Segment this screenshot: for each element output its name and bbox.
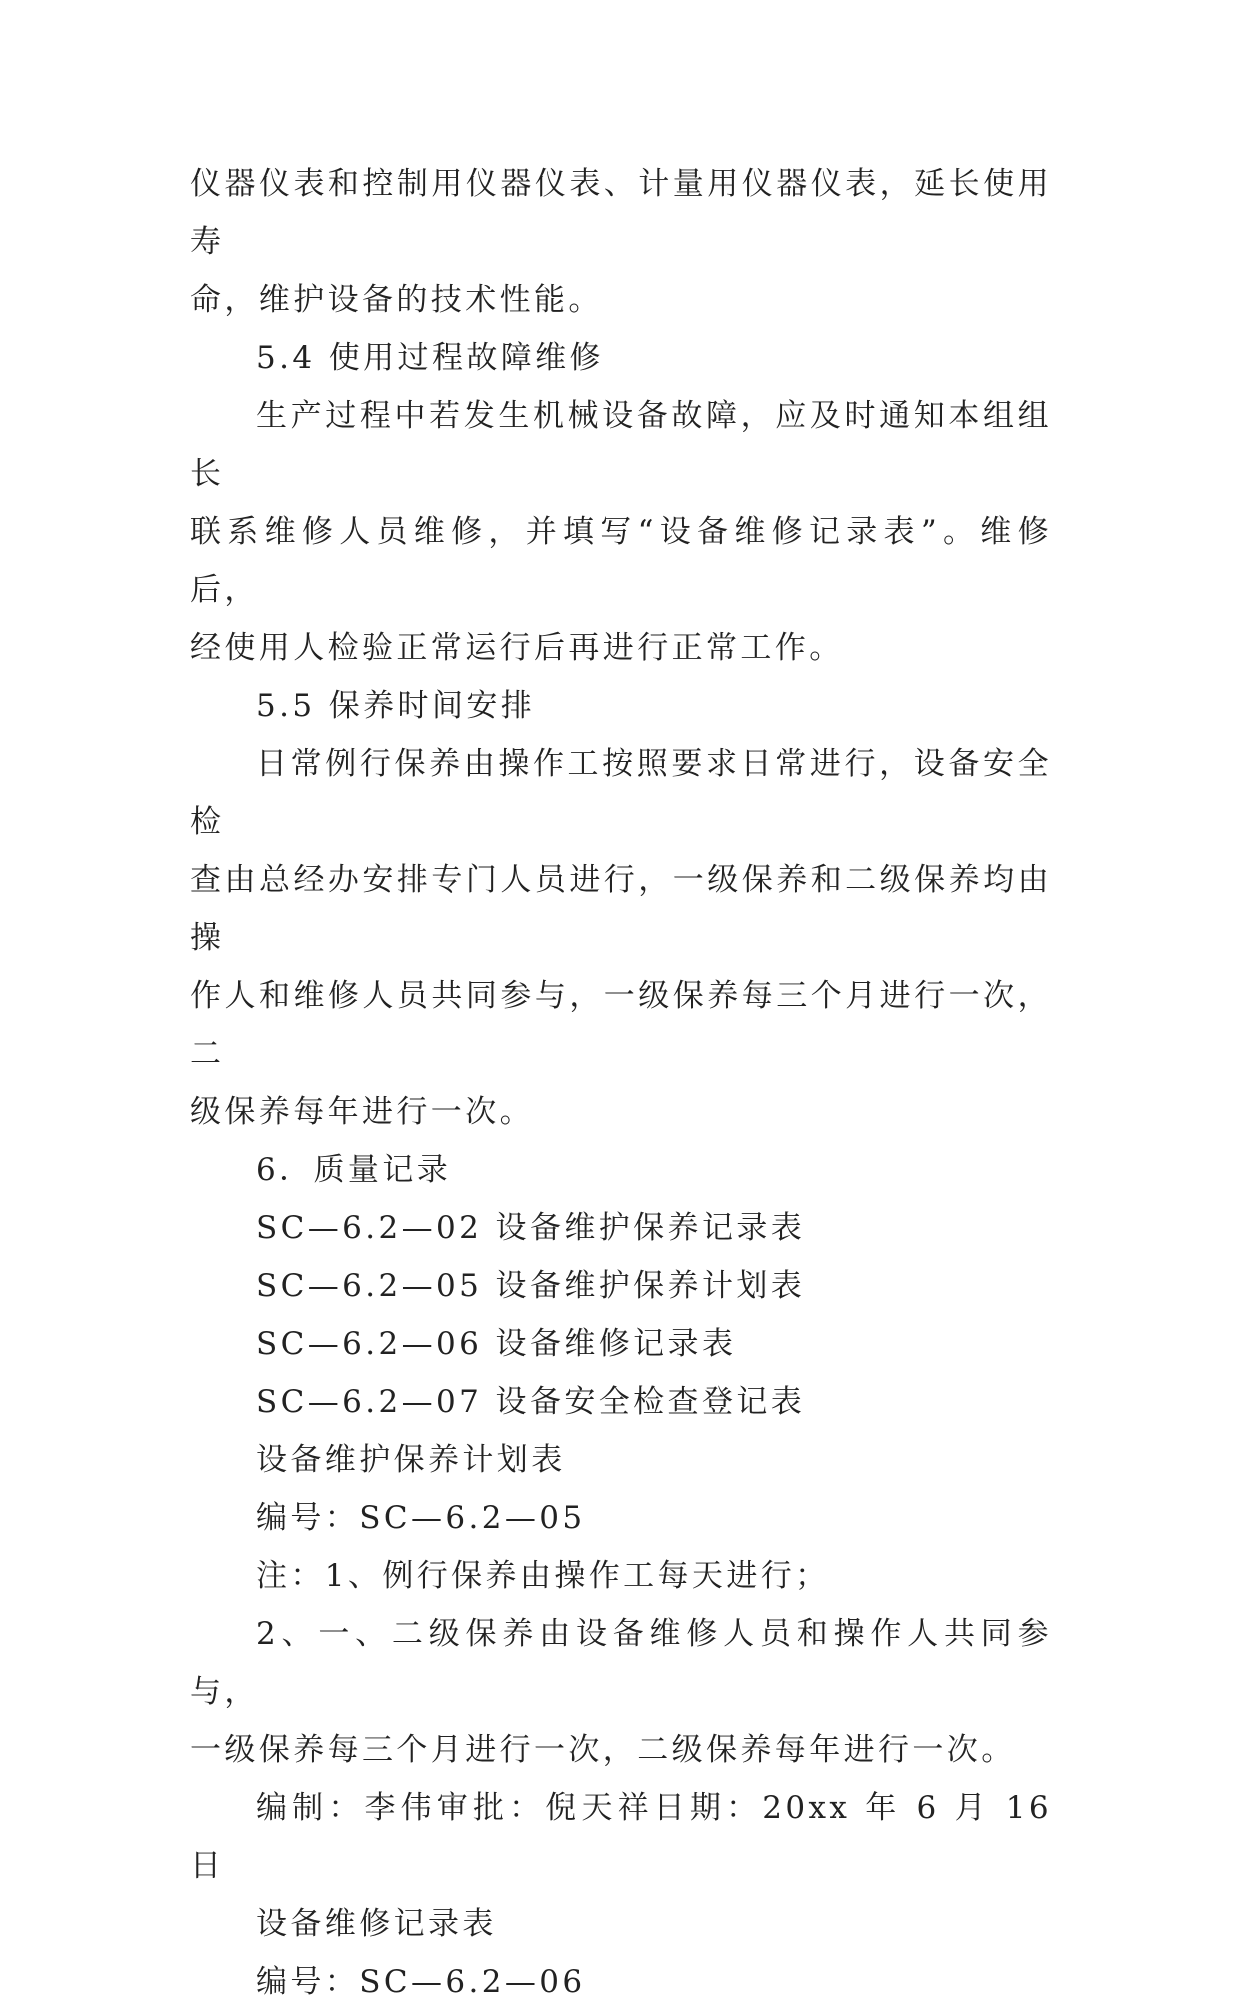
section-heading-6	[190, 1141, 1052, 1199]
form-title-maintenance-plan	[190, 1431, 1052, 1489]
text-line: 编号：SC—6.2—05	[256, 1500, 586, 1536]
record-item-06	[190, 1315, 1052, 1373]
record-item-02	[190, 1199, 1052, 1257]
text-line: SC—6.2—02 设备维护保养记录表	[256, 1210, 806, 1246]
text-line: SC—6.2—07 设备安全检查登记表	[256, 1384, 806, 1420]
text-line: 编号：SC—6.2—06	[256, 1964, 586, 2000]
text-line: 级保养每年进行一次。	[190, 1094, 534, 1130]
text-line: 经使用人检验正常运行后再进行正常工作。	[190, 630, 844, 666]
text-line: 编制：李伟审批：倪天祥日期：20xx 年 6 月 16 日	[190, 1790, 1052, 1884]
text-line: 注：1、例行保养由操作工每天进行；	[256, 1558, 830, 1594]
text-line: 6．质量记录	[256, 1152, 452, 1188]
section-heading-5-4	[190, 329, 1052, 387]
text-line: 仪器仪表和控制用仪器仪表、计量用仪器仪表，延长使用寿	[190, 166, 1052, 260]
text-line: 设备维修记录表	[256, 1906, 497, 1942]
record-item-05	[190, 1257, 1052, 1315]
section-heading-5-5	[190, 677, 1052, 735]
text-line: 日常例行保养由操作工按照要求日常进行，设备安全检	[190, 746, 1052, 840]
text-line: 一级保养每三个月进行一次，二级保养每年进行一次。	[190, 1732, 1016, 1768]
document-body	[190, 155, 1052, 2011]
note-1	[190, 1547, 1052, 1605]
note-2	[190, 1605, 1052, 1779]
text-line: 查由总经办安排专门人员进行，一级保养和二级保养均由操	[190, 862, 1052, 956]
text-line: 设备维护保养计划表	[256, 1442, 566, 1478]
form-number-06	[190, 1953, 1052, 2011]
text-line: 命，维护设备的技术性能。	[190, 282, 603, 318]
sign-off-line	[190, 1779, 1052, 1895]
record-item-07	[190, 1373, 1052, 1431]
text-line: 2、一、二级保养由设备维修人员和操作人共同参与，	[190, 1616, 1052, 1710]
form-title-repair-record	[190, 1895, 1052, 1953]
paragraph-instrument-maintenance	[190, 155, 1052, 329]
text-line: 联系维修人员维修，并填写“设备维修记录表”。维修后，	[190, 514, 1052, 608]
text-line: SC—6.2—06 设备维修记录表	[256, 1326, 737, 1362]
form-number-05	[190, 1489, 1052, 1547]
text-line: 5.5 保养时间安排	[256, 688, 536, 724]
paragraph-fault-repair	[190, 387, 1052, 677]
text-line: 5.4 使用过程故障维修	[256, 340, 604, 376]
text-line: SC—6.2—05 设备维护保养计划表	[256, 1268, 806, 1304]
paragraph-maintenance-schedule	[190, 735, 1052, 1141]
text-line: 生产过程中若发生机械设备故障，应及时通知本组组长	[190, 398, 1052, 492]
text-line: 作人和维修人员共同参与，一级保养每三个月进行一次，二	[190, 978, 1052, 1072]
